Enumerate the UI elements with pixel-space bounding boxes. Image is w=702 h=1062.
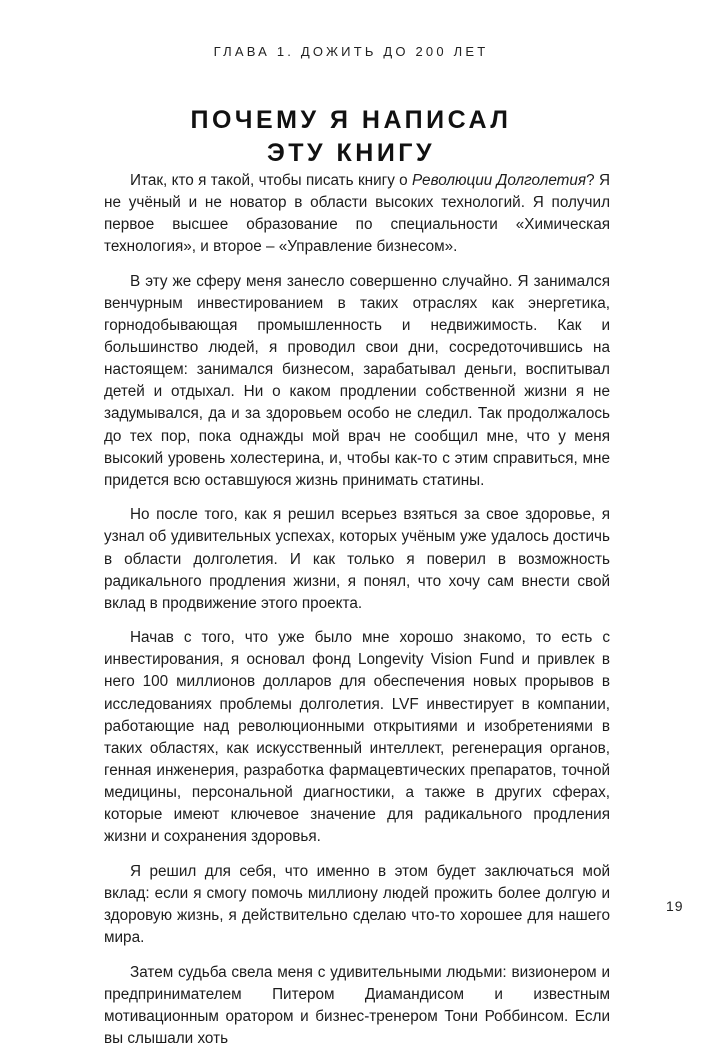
paragraph-6: Затем судьба свела меня с удивительными людьми: визионером и предпринимателем Питером Диамандисом и известным мотивационным оратором и бизнес-тренером Тони Роббинсом. Если вы слышали хоть xyxy=(104,963,610,1047)
body-text xyxy=(104,170,610,1062)
paragraph-3: Но после того, как я решил всерьез взяться за свое здоровье, я узнал об удивительных успехах, которых учёным уже удалось достичь в области долголетия. И как только я поверил в возможность радикального продления жизни, я понял, что хочу сам внести свой вклад в продвижение этого проекта. xyxy=(104,506,610,612)
chapter-title xyxy=(0,104,702,170)
page-number: 19 xyxy=(666,898,684,914)
chapter-title-line-1: ПОЧЕМУ Я НАПИСАЛ xyxy=(190,106,512,134)
book-title-emphasis: Революции Долголетия xyxy=(412,172,587,189)
running-header: ГЛАВА 1. ДОЖИТЬ ДО 200 ЛЕТ xyxy=(213,44,489,59)
paragraph-1-start: Итак, кто я такой, чтобы писать книгу о xyxy=(130,172,413,189)
chapter-title-line-2: ЭТУ КНИГУ xyxy=(266,139,436,167)
paragraph-1-end: ? Я не учёный и не новатор в области высоких технологий. Я получил первое высшее образование по специальности «Химическая технология», и второе – «Управление бизнесом». xyxy=(104,172,610,256)
paragraph-4: Начав с того, что уже было мне хорошо знакомо, то есть с инвестирования, я основал фонд Longevity Vision Fund и привлек в него 100 миллионов долларов для обеспечения новых прорывов в исследованиях проблемы долголетия. LVF инвестирует в компании, работающие над революционными открытиями и изобретениями в таких областях, как искусственный интеллект, регенерация органов, генная инженерия, разработка фармацевтических препаратов, точной медицины, персональной диагностики, а также в других сферах, которые имеют ключевое значение для радикального продления жизни и сохранения здоровья. xyxy=(104,629,610,846)
paragraph-5: Я решил для себя, что именно в этом будет заключаться мой вклад: если я смогу помочь миллиону людей прожить более долгую и здоровую жизнь, я действительно сделаю что-то хорошее для нашего мира. xyxy=(104,862,610,946)
paragraph-1 xyxy=(104,170,610,258)
paragraph-2: В эту же сферу меня занесло совершенно случайно. Я занимался венчурным инвестированием в таких отраслях как энергетика, горнодобывающая промышленность и недвижимость. Как и большинство людей, я проводил свои дни, сосредоточившись на настоящем: занимался бизнесом, зарабатывал деньги, воспитывал детей и отдыхал. Ни о каком продлении собственной жизни я не задумывался, да и за здоровьем особо не следил. Так продолжалось до тех пор, пока однажды мой врач не сообщил мне, что у меня высокий уровень холестерина, и, чтобы как-то с этим справиться, мне придется всю оставшуюся жизнь принимать статины. xyxy=(104,272,610,489)
